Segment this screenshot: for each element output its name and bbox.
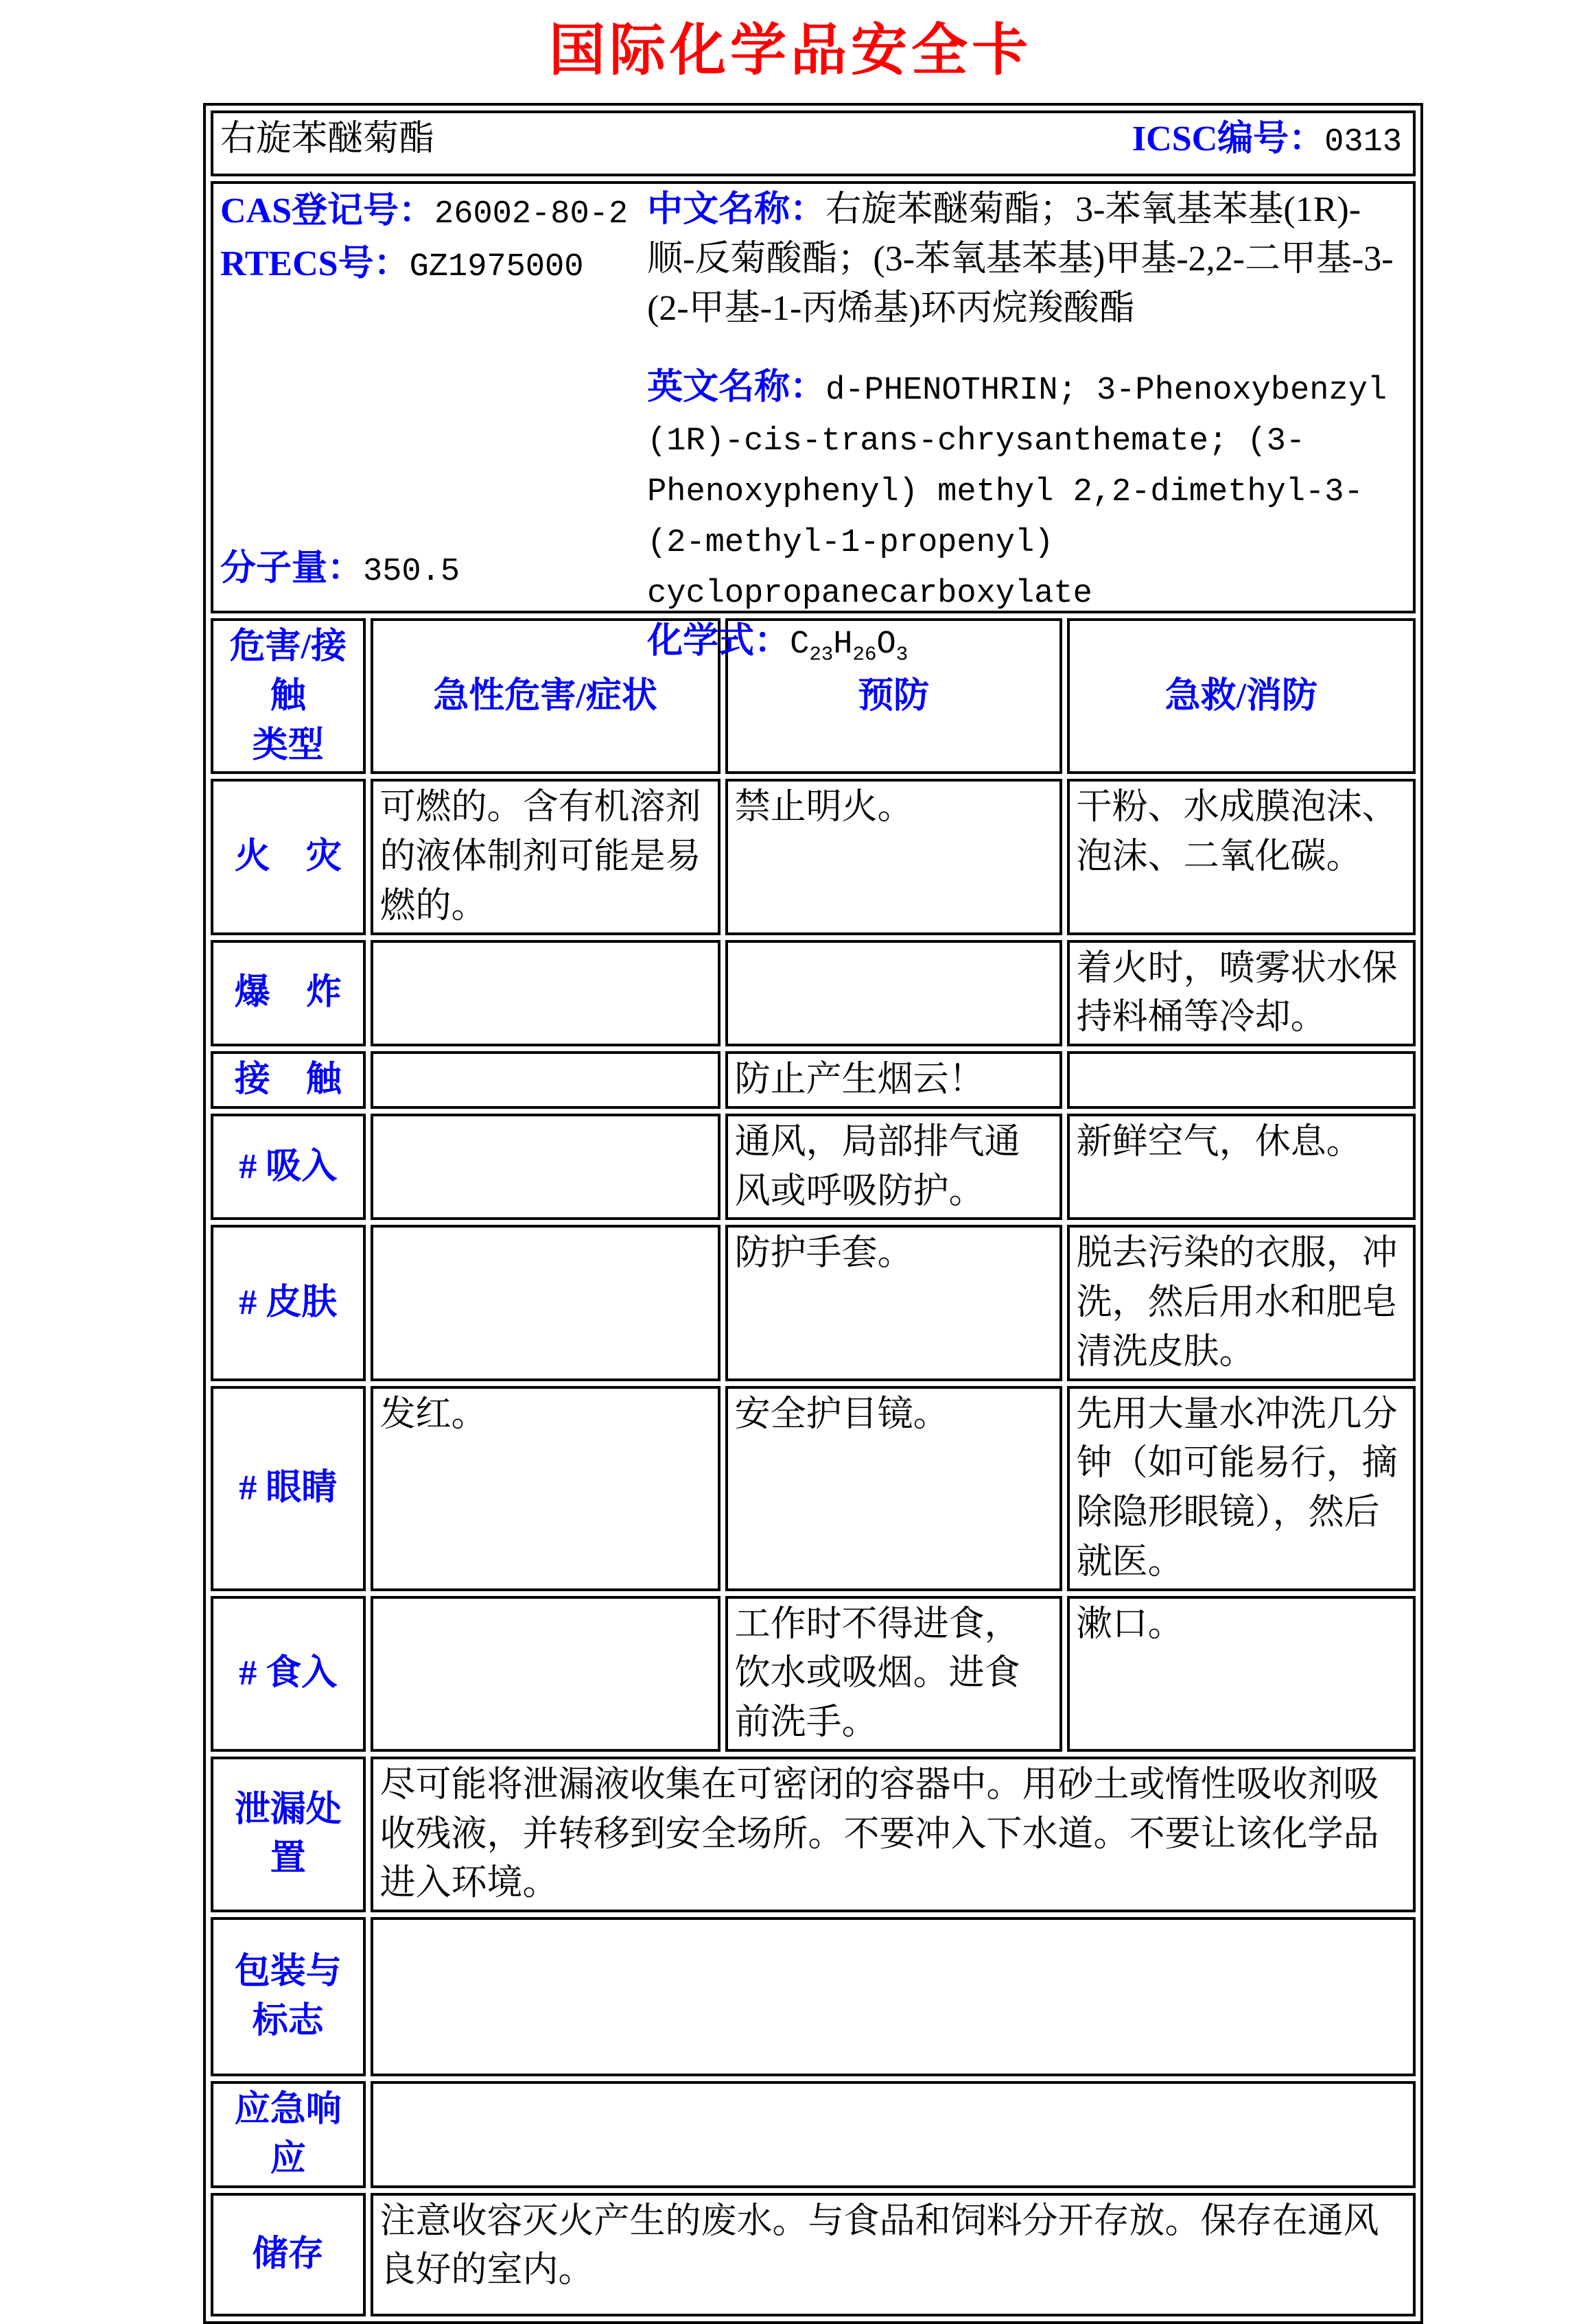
explosion-prevention (725, 940, 1062, 1047)
icsc-value: 0313 (1324, 124, 1402, 161)
cas-value: 26002-80-2 (434, 196, 629, 233)
ingestion-symptoms (371, 1596, 721, 1752)
table-row-ingestion (211, 1596, 1416, 1752)
chinese-name-paragraph (647, 185, 1406, 333)
identifiers-cell (211, 181, 1416, 666)
header-hazard-type-line2: 类型 (252, 725, 324, 765)
eyes-symptoms: 发红。 (371, 1386, 721, 1591)
spillage-content: 尽可能将泄漏液收集在可密闭的容器中。用砂土或惰性吸收剂吸收残液，并转移到安全场所。不要冲入下水道。不要让该化学品进入环境。 (371, 1757, 1416, 1912)
identifiers-right-column (647, 185, 1406, 666)
inhalation-first-aid: 新鲜空气，休息。 (1067, 1114, 1416, 1221)
row-label-fire: 火 灾 (211, 779, 366, 935)
table-row-explosion (211, 940, 1416, 1047)
english-name-label: 英文名称： (647, 368, 826, 408)
header-symptoms: 急性危害/症状 (371, 618, 721, 774)
skin-prevention: 防护手套。 (725, 1225, 1062, 1381)
table-row-storage (211, 2193, 1416, 2316)
table-row-packaging (211, 1917, 1416, 2076)
formula-value: $C_{23}H_{26}O_3$ (790, 626, 909, 666)
table-row-fire (211, 779, 1416, 935)
table-row-inhalation (211, 1114, 1416, 1221)
cas-label: CAS登记号： (220, 191, 435, 231)
row-label-ingestion: # 食入 (211, 1596, 366, 1752)
fire-first-aid: 干粉、水成膜泡沫、泡沫、二氧化碳。 (1067, 779, 1416, 935)
chemical-header-cell (211, 110, 1416, 176)
ingestion-first-aid: 漱口。 (1067, 1596, 1416, 1752)
rtecs-value: GZ1975000 (409, 249, 584, 286)
row-label-spillage: 泄漏处置 (211, 1757, 366, 1912)
fire-symptoms: 可燃的。含有机溶剂的液体制剂可能是易燃的。 (371, 779, 721, 935)
chemical-names (647, 185, 1406, 617)
table-row-emergency (211, 2081, 1416, 2188)
explosion-symptoms (371, 940, 721, 1047)
contact-prevention: 防止产生烟云！ (725, 1051, 1062, 1109)
eyes-prevention: 安全护目镜。 (725, 1386, 1062, 1591)
english-name-value: d-PHENOTHRIN; 3-Phenoxybenzyl (1R)-cis-trans-chrysanthemate; (3-Phenoxyphenyl) methyl 2,2-dimethyl-3-(2-methyl-1-propenyl) cyclopropanecarboxylate (647, 373, 1387, 612)
molecular-weight-label: 分子量： (220, 548, 364, 588)
identifiers-layout (220, 185, 1406, 666)
row-label-eyes: # 眼睛 (211, 1386, 366, 1591)
row-label-storage: 储存 (211, 2193, 366, 2316)
row-label-packaging: 包装与标志 (211, 1917, 366, 2076)
table-row-skin (211, 1225, 1416, 1381)
row-label-emergency: 应急响应 (211, 2081, 366, 2188)
row-label-skin: # 皮肤 (211, 1225, 366, 1381)
molecular-weight-value: 350.5 (363, 553, 460, 590)
header-prevention: 预防 (725, 618, 1062, 774)
table-row-contact (211, 1051, 1416, 1109)
table-row-eyes (211, 1386, 1416, 1591)
icsc-label: ICSC编号： (1132, 119, 1325, 159)
ingestion-prevention: 工作时不得进食，饮水或吸烟。进食前洗手。 (725, 1596, 1062, 1752)
formula-line (647, 617, 1406, 669)
header-hazard-type (211, 618, 366, 774)
page-title: 国际化学品安全卡 (548, 17, 1032, 83)
safety-card-table (203, 103, 1423, 2324)
contact-first-aid (1067, 1051, 1416, 1109)
skin-symptoms (371, 1225, 721, 1381)
molecular-weight-line (220, 543, 647, 596)
cas-number-line (220, 185, 647, 238)
chemical-name: 右旋苯醚菊酯 (220, 119, 435, 159)
eyes-first-aid: 先用大量水冲洗几分钟（如可能易行，摘除隐形眼镜），然后就医。 (1067, 1386, 1416, 1591)
rtecs-label: RTECS号： (220, 244, 410, 284)
row-label-inhalation: # 吸入 (211, 1114, 366, 1221)
contact-symptoms (371, 1051, 721, 1109)
english-name-paragraph (647, 363, 1406, 616)
table-row-spillage (211, 1757, 1416, 1912)
header-first-aid: 急救/消防 (1067, 618, 1416, 774)
header-hazard-type-line1: 危害/接触 (229, 627, 347, 716)
icsc-number-block (1132, 115, 1406, 165)
inhalation-prevention: 通风，局部排气通风或呼吸防护。 (725, 1114, 1062, 1221)
row-label-contact: 接 触 (211, 1051, 366, 1109)
formula-label: 化学式： (647, 621, 790, 661)
skin-first-aid: 脱去污染的衣服，冲洗，然后用水和肥皂清洗皮肤。 (1067, 1225, 1416, 1381)
packaging-content (371, 1917, 1416, 2076)
row-label-explosion: 爆 炸 (211, 940, 366, 1047)
identifiers-left-column (220, 185, 647, 605)
explosion-first-aid: 着火时，喷雾状水保持料桶等冷却。 (1067, 940, 1416, 1047)
chinese-name-label: 中文名称： (647, 190, 826, 229)
inhalation-symptoms (371, 1114, 721, 1221)
fire-prevention: 禁止明火。 (725, 779, 1062, 935)
rtecs-number-line (220, 238, 647, 291)
chinese-name-value: 右旋苯醚菊酯；3-苯氧基苯基(1R)-顺-反菊酸酯；(3-苯氧基苯基)甲基-2,2-二甲基-3-(2-甲基-1-丙烯基)环丙烷羧酸酯 (647, 190, 1394, 328)
emergency-content (371, 2081, 1416, 2188)
storage-content: 注意收容灭火产生的废水。与食品和饲料分开存放。保存在通风良好的室内。 (371, 2193, 1416, 2316)
registry-numbers (220, 185, 647, 291)
